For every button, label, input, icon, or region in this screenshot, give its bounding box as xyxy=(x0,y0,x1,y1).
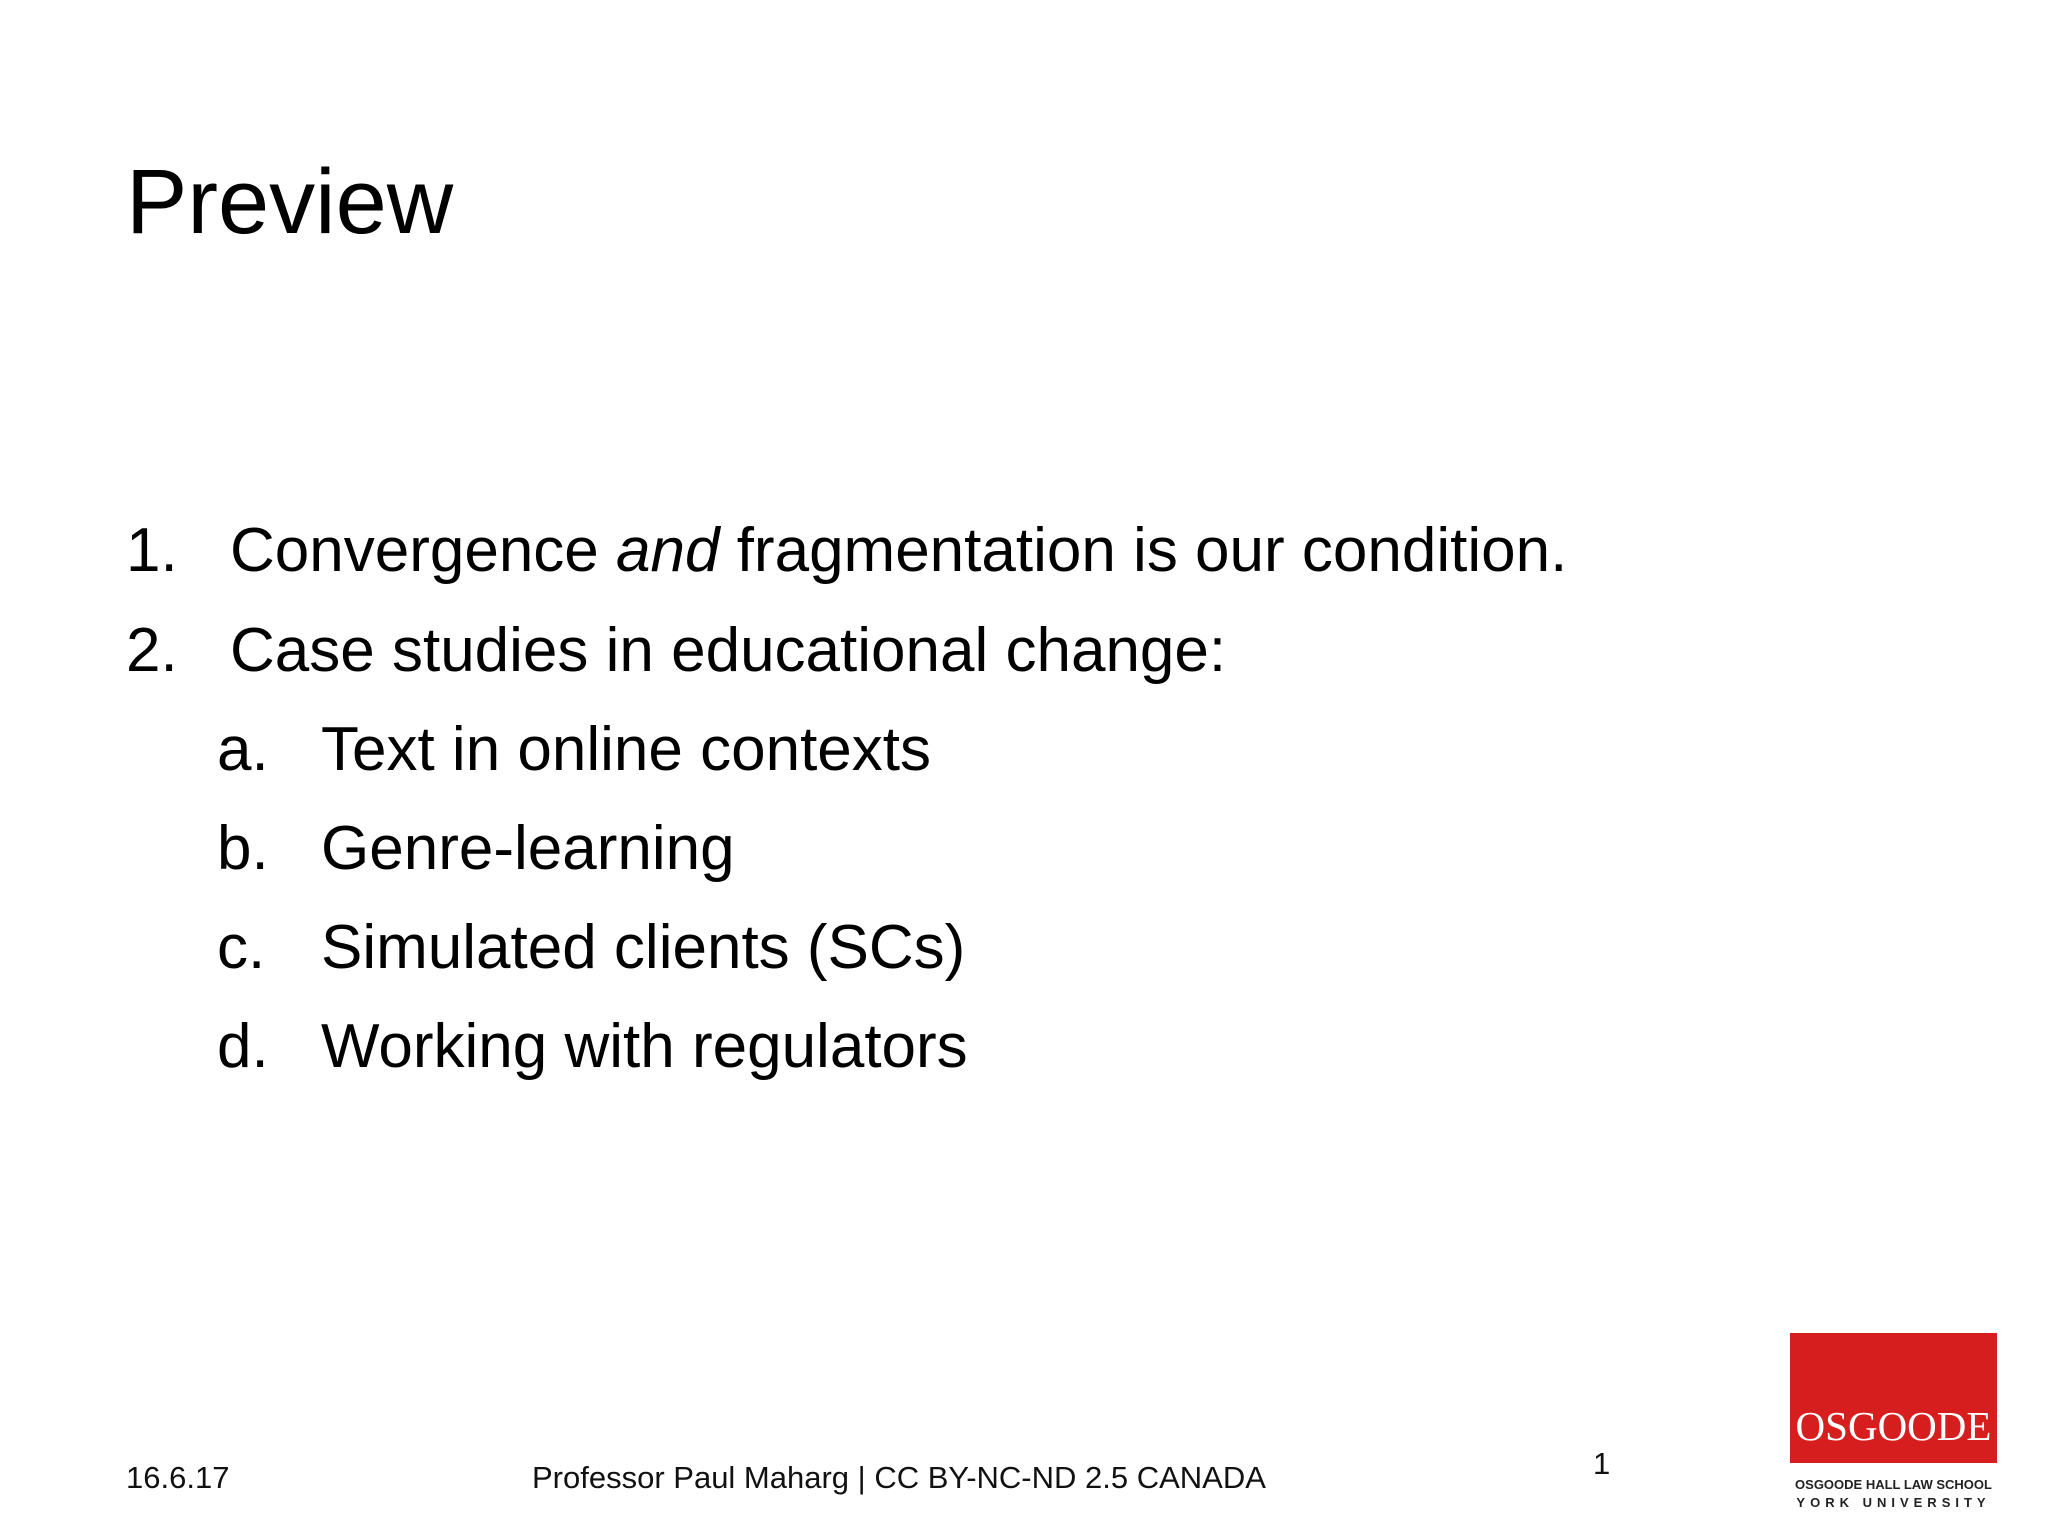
logo-wordmark: OSGOODE xyxy=(1795,1403,1992,1449)
slide-title: Preview xyxy=(126,151,454,253)
page-number: 1 xyxy=(1593,1446,1611,1481)
sub-list-item-text: Text in online contexts xyxy=(321,715,932,784)
sub-list-item-text: Working with regulators xyxy=(321,1012,968,1081)
list-marker: 1. xyxy=(126,516,178,585)
footer-credit: Professor Paul Maharg | CC BY-NC-ND 2.5 CANADA xyxy=(532,1460,1266,1495)
logo-school-name: OSGOODE HALL LAW SCHOOL xyxy=(1795,1477,1992,1492)
osgoode-logo xyxy=(1790,1333,1997,1513)
footer-date: 16.6.17 xyxy=(126,1460,230,1495)
text-run: Convergence xyxy=(230,516,617,585)
sub-list-marker: b. xyxy=(217,814,269,883)
logo-red-block xyxy=(1790,1333,1997,1463)
logo-university-name: YORK UNIVERSITY xyxy=(1796,1495,1991,1510)
list-item-text xyxy=(230,511,1567,591)
sub-list-marker: a. xyxy=(217,715,269,784)
sub-list-item-text: Genre-learning xyxy=(321,814,735,883)
text-run: fragmentation is our condition. xyxy=(719,516,1568,585)
emphasis-text: and xyxy=(616,516,720,585)
list-marker: 2. xyxy=(126,616,178,685)
sub-list-marker: d. xyxy=(217,1012,269,1081)
sub-list-item-text: Simulated clients (SCs) xyxy=(321,913,966,982)
list-item-text: Case studies in educational change: xyxy=(230,616,1227,685)
sub-list-marker: c. xyxy=(217,913,266,982)
